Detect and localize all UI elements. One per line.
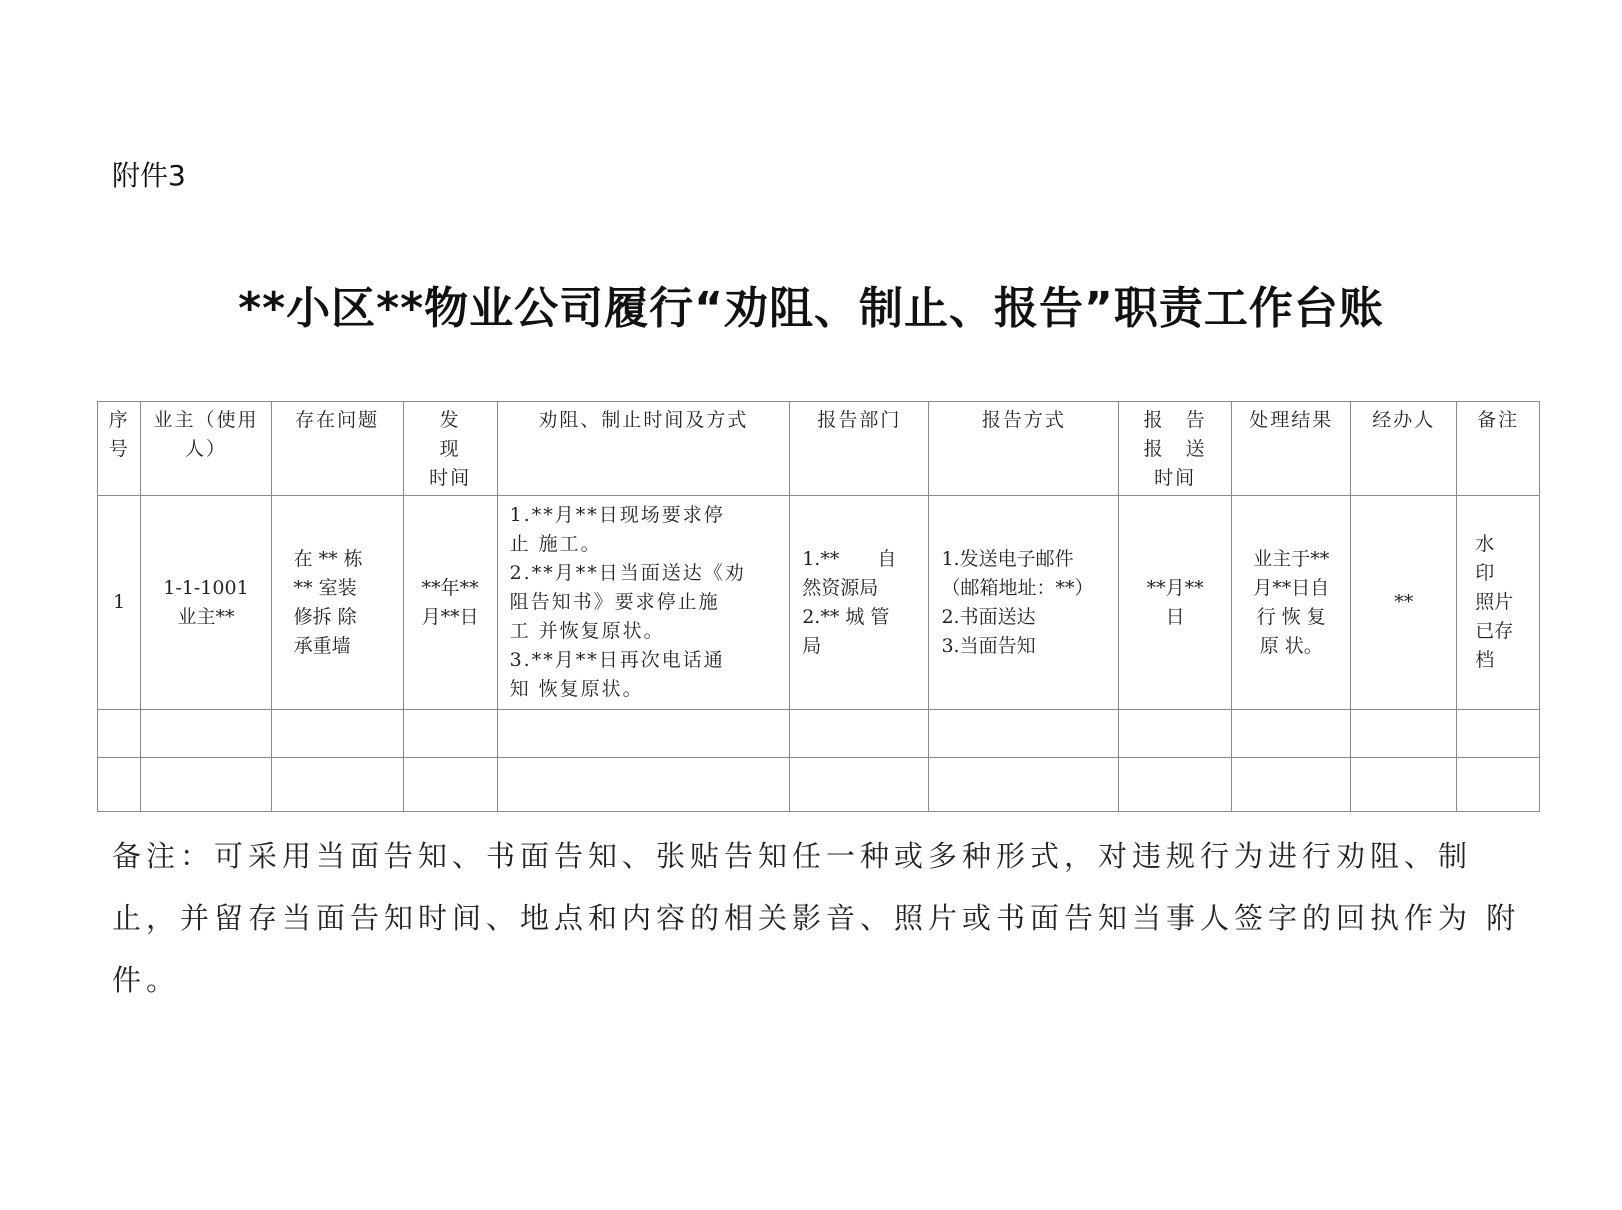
- cell-result: 业主于** 月**日自 行 恢 复 原 状。: [1232, 496, 1351, 710]
- cell-serial: 1: [98, 496, 141, 710]
- empty-cell: [497, 758, 790, 812]
- empty-cell: [929, 758, 1119, 812]
- empty-cell: [1119, 710, 1232, 758]
- empty-cell: [1232, 758, 1351, 812]
- header-report-dept: 报告部门: [790, 402, 929, 496]
- empty-cell: [1232, 710, 1351, 758]
- cell-report-time: **月** 日: [1119, 496, 1232, 710]
- header-owner: 业主（使用 人）: [141, 402, 271, 496]
- header-dissuade-method: 劝阻、制止时间及方式: [497, 402, 790, 496]
- empty-cell: [271, 710, 403, 758]
- cell-report-method: 1.发送电子邮件 （邮箱地址：**） 2.书面送达 3.当面告知: [929, 496, 1119, 710]
- empty-cell: [98, 710, 141, 758]
- header-serial: 序 号: [98, 402, 141, 496]
- cell-issue: 在 ** 栋 ** 室装 修拆 除 承重墙: [271, 496, 403, 710]
- table-row: [98, 758, 1540, 812]
- empty-cell: [1457, 758, 1540, 812]
- empty-cell: [98, 758, 141, 812]
- empty-cell: [1457, 710, 1540, 758]
- empty-cell: [1351, 758, 1457, 812]
- empty-cell: [497, 710, 790, 758]
- cell-remark: 水 印 照片 已存 档: [1457, 496, 1540, 710]
- empty-cell: [1119, 758, 1232, 812]
- header-remark: 备注: [1457, 402, 1540, 496]
- table-row: [98, 710, 1540, 758]
- document-title: **小区**物业公司履行“劝阻、制止、报告”职责工作台账: [238, 283, 1384, 334]
- cell-owner: 1-1-1001 业主**: [141, 496, 271, 710]
- empty-cell: [790, 758, 929, 812]
- cell-handler: **: [1351, 496, 1457, 710]
- cell-found-time: **年** 月**日: [403, 496, 497, 710]
- attachment-label: 附件3: [112, 159, 186, 192]
- cell-report-dept: 1.** 自 然资源局 2.** 城 管 局: [790, 496, 929, 710]
- empty-cell: [790, 710, 929, 758]
- empty-cell: [929, 710, 1119, 758]
- empty-cell: [403, 758, 497, 812]
- header-handler: 经办人: [1351, 402, 1457, 496]
- header-found-time: 发 现 时间: [403, 402, 497, 496]
- empty-cell: [1351, 710, 1457, 758]
- ledger-table: [97, 401, 1540, 812]
- empty-cell: [141, 710, 271, 758]
- header-result: 处理结果: [1232, 402, 1351, 496]
- empty-cell: [141, 758, 271, 812]
- header-report-method: 报告方式: [929, 402, 1119, 496]
- table-row: [98, 496, 1540, 710]
- header-report-time: 报 告 报 送 时间: [1119, 402, 1232, 496]
- cell-dissuade-method: 1.**月**日现场要求停 止 施工。 2.**月**日当面送达《劝 阻告知书》要求停止施 工 并恢复原状。 3.**月**日再次电话通 知 恢复原状。: [497, 496, 790, 710]
- footer-note: 备注：可采用当面告知、书面告知、张贴告知任一种或多种形式，对违规行为进行劝阻、制 止，并留存当面告知时间、地点和内容的相关影音、照片或书面告知当事人签字的回执作为 附件。: [112, 839, 1521, 997]
- empty-cell: [403, 710, 497, 758]
- empty-cell: [271, 758, 403, 812]
- table-header-row: [98, 402, 1540, 496]
- header-issue: 存在问题: [271, 402, 403, 496]
